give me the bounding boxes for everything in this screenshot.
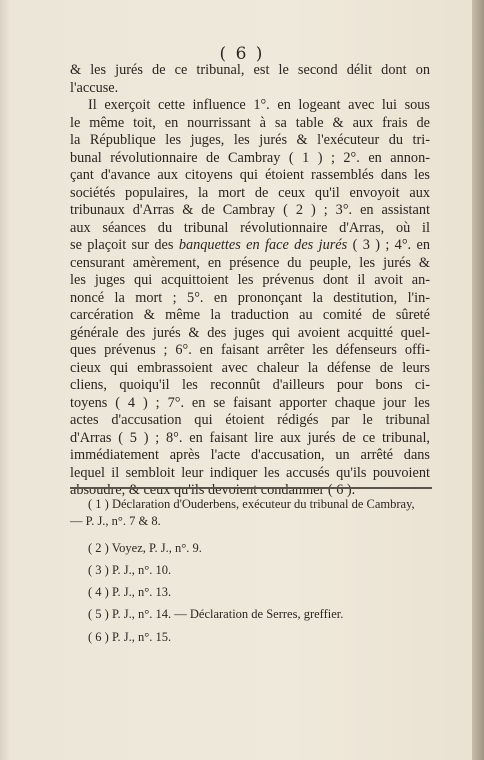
body-line: sociétés populaires, la mort de ceux qu'il envoyoit aux xyxy=(70,184,430,201)
body-line: immédiatement après l'acte d'accusation, un arrêté dans xyxy=(70,447,430,463)
body-line: les juges qui acquittoient les prévenus dont il avoit an- xyxy=(70,272,430,288)
body-line: cieux qui embrassoient avec chaleur la défense de leurs xyxy=(70,359,430,376)
body-line: se plaçoit sur des banquettes en face des jurés ( 3 ) ; 4°. en xyxy=(70,237,430,253)
footnote: ( 6 ) P. J., n°. 15. xyxy=(88,630,172,644)
body-line: bunal révolutionnaire de Cambray ( 1 ) ; 2°. en annon- xyxy=(70,149,430,166)
body-line: censurant amèrement, en présence du peuple, les jurés & xyxy=(70,254,430,271)
footnote: ( 4 ) P. J., n°. 13. xyxy=(88,585,172,599)
body-line: noncé la mort ; 5°. en prononçant la destitution, l'in- xyxy=(70,289,430,306)
body-line: Il exerçoit cette influence 1°. en logeant avec lui sous xyxy=(88,97,430,113)
footnote: ( 2 ) Voyez, P. J., n°. 9. xyxy=(88,541,202,555)
body-line: ques prévenus ; 6°. en faisant arrêter les défenseurs offi- xyxy=(70,342,430,358)
emphasis: banquettes en face des jurés xyxy=(178,237,348,253)
body-line: cliens, quoiqu'il les reconnût d'ailleurs pour bons ci- xyxy=(70,377,430,393)
body-text xyxy=(70,62,430,500)
body-line: l'accuse. xyxy=(70,79,119,96)
page-gutter-shadow xyxy=(472,0,484,760)
body-line: absoudre, & ceux qu'ils devoient condamner ( 6 ). xyxy=(70,482,356,498)
body-line: aux séances du tribunal révolutionnaire d'Arras, où il xyxy=(70,219,430,236)
body-line: actes d'accusation qui étoient rédigés par le tribunal xyxy=(70,412,430,428)
footnote: — P. J., n°. 7 & 8. xyxy=(70,514,161,528)
footnote: ( 5 ) P. J., n°. 14. — Déclaration de Serres, greffier. xyxy=(88,607,344,621)
body-line: çant d'avance aux citoyens qui étoient rassemblés dans les xyxy=(70,167,430,183)
body-line: & les jurés de ce tribunal, est le second délit dont on xyxy=(70,62,430,78)
body-line: tribunaux d'Arras & de Cambray ( 2 ) ; 3°. en assistant xyxy=(70,202,430,218)
body-line: carcération & même la traduction au comité de sûreté xyxy=(70,307,430,323)
body-line: lequel il sembloit leur indiquer les accusés qu'ils pouvoient xyxy=(70,464,430,481)
body-line: toyens ( 4 ) ; 7°. en se faisant apporter chaque jour les xyxy=(70,394,430,411)
body-line: générale des jurés & des juges qui avoient acquitté quel- xyxy=(70,324,430,341)
footnote: ( 1 ) Déclaration d'Ouderbens, exécuteur du tribunal de Cambray, xyxy=(88,497,415,511)
body-line: d'Arras ( 5 ) ; 8°. en faisant lire aux jurés de ce tribunal, xyxy=(70,429,430,446)
footnote: ( 3 ) P. J., n°. 10. xyxy=(88,563,172,577)
body-line: le même toit, en nourrissant à sa table & aux frais de xyxy=(70,114,430,131)
body-line: la République les juges, les jurés & l'exécuteur du tri- xyxy=(70,132,430,148)
footnote-divider xyxy=(70,487,432,489)
page-number: ( 6 ) xyxy=(219,44,265,64)
